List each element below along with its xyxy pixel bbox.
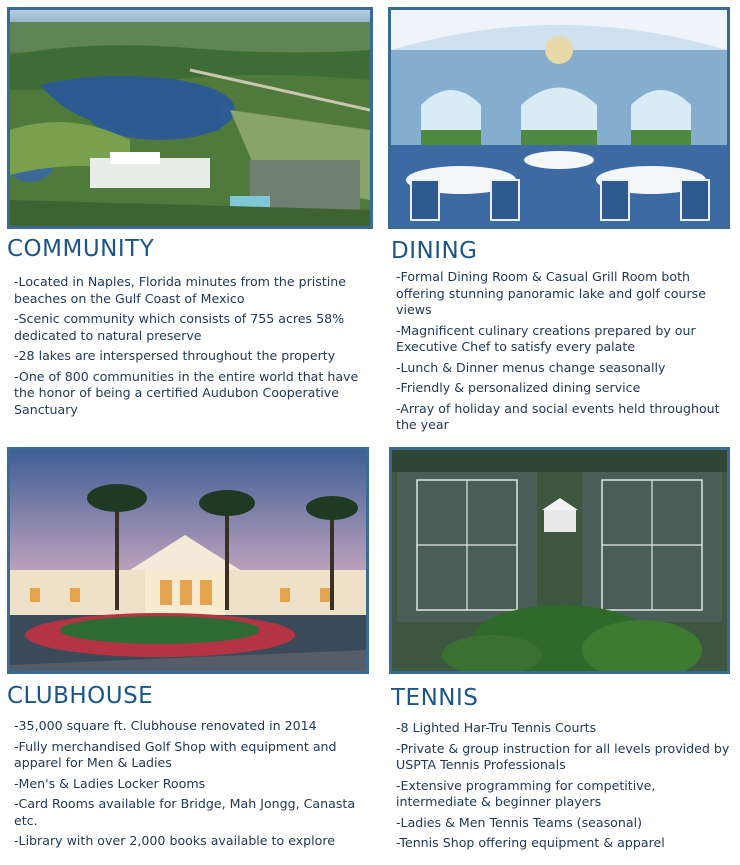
dining-heading: DINING xyxy=(391,238,478,264)
community-feature-list xyxy=(14,274,366,422)
list-item: - Extensive programming for competitive, intermediate & beginner players xyxy=(396,778,731,811)
list-item: - Array of holiday and social events held throughout the year xyxy=(396,401,728,434)
list-item: - 35,000 square ft. Clubhouse renovated in 2014 xyxy=(14,718,366,735)
list-item: - Friendly & personalized dining service xyxy=(396,380,728,397)
dining-feature-list xyxy=(396,269,728,438)
clubhouse-heading: CLUBHOUSE xyxy=(7,683,154,709)
list-item: - Card Rooms available for Bridge, Mah Jongg, Canasta etc. xyxy=(14,796,366,829)
list-item: - 8 Lighted Har-Tru Tennis Courts xyxy=(396,720,731,737)
list-item: - Private & group instruction for all levels provided by USPTA Tennis Professionals xyxy=(396,741,731,774)
list-item: - One of 800 communities in the entire world that have the honor of being a certified Audubon Cooperative Sanctuary xyxy=(14,369,366,419)
community-aerial-photo xyxy=(7,7,373,229)
list-item: - Formal Dining Room & Casual Grill Room both offering stunning panoramic lake and golf course views xyxy=(396,269,728,319)
list-item: - Magnificent culinary creations prepared by our Executive Chef to satisfy every palate xyxy=(396,323,728,356)
list-item: - Tennis Shop offering equipment & apparel xyxy=(396,835,731,852)
clubhouse-feature-list xyxy=(14,718,366,854)
tennis-courts-photo xyxy=(389,447,730,674)
list-item: - Library with over 2,000 books available to explore xyxy=(14,833,366,850)
list-item: - Scenic community which consists of 755 acres 58% dedicated to natural preserve xyxy=(14,311,366,344)
list-item: - Located in Naples, Florida minutes from the pristine beaches on the Gulf Coast of Mexico xyxy=(14,274,366,307)
clubhouse-photo xyxy=(7,447,369,674)
community-heading: COMMUNITY xyxy=(7,236,155,262)
list-item: - 28 lakes are interspersed throughout the property xyxy=(14,348,366,365)
list-item: - Fully merchandised Golf Shop with equipment and apparel for Men & Ladies xyxy=(14,739,366,772)
tennis-heading: TENNIS xyxy=(391,685,479,711)
list-item: - Lunch & Dinner menus change seasonally xyxy=(396,360,728,377)
tennis-feature-list xyxy=(396,720,731,856)
list-item: - Ladies & Men Tennis Teams (seasonal) xyxy=(396,815,731,832)
list-item: - Men's & Ladies Locker Rooms xyxy=(14,776,366,793)
dining-room-photo xyxy=(388,7,730,229)
